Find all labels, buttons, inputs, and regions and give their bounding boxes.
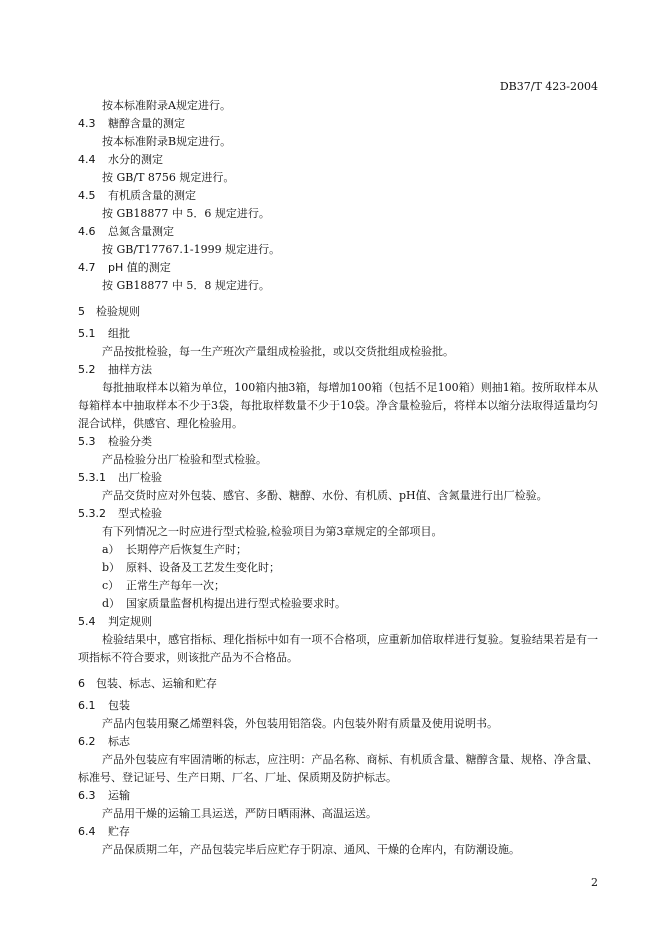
paragraph: 有下列情况之一时应进行型式检验,检验项目为第3章规定的全部项目。 [102, 525, 443, 538]
paragraph: 产品用干燥的运输工具运送，严防日晒雨淋、高温运送。 [102, 807, 377, 820]
chapter-heading-6 [78, 675, 598, 693]
section-title: 有机质含量的测定 [108, 189, 196, 202]
page-number: 2 [591, 876, 598, 889]
section-title: pH 值的测定 [108, 261, 171, 274]
list-item [78, 595, 598, 613]
section-title: 贮存 [108, 825, 130, 838]
section-number: 6.3 [78, 789, 96, 802]
section-title: 运输 [108, 789, 130, 802]
list-marker: c） [102, 579, 120, 592]
chapter-heading-5 [78, 303, 598, 321]
paragraph: 按 GB/T 8756 规定进行。 [102, 171, 235, 184]
section-heading-6-4 [78, 823, 598, 841]
section-heading-5-3 [78, 433, 598, 451]
paragraph: 产品外包装应有牢固清晰的标志，应注明：产品名称、商标、有机质含量、糖醇含量、规格、净含量、标准号、登记证号、生产日期、厂名、厂址、保质期及防护标志。 [78, 753, 598, 784]
section-number: 5.3 [78, 435, 96, 448]
list-marker: b） [102, 561, 121, 574]
paragraph: 产品保质期二年，产品包装完毕后应贮存于阴凉、通风、干燥的仓库内，有防潮设施。 [102, 843, 520, 856]
section-title: 总氮含量测定 [108, 225, 174, 238]
section-heading-4-5 [78, 187, 598, 205]
section-number: 4.5 [78, 189, 96, 202]
section-heading-6-2 [78, 733, 598, 751]
section-number: 5.3.2 [78, 507, 106, 520]
section-heading-4-6 [78, 223, 598, 241]
list-item-text: 原料、设备及工艺发生变化时； [126, 561, 280, 574]
section-heading-4-4 [78, 151, 598, 169]
document-number: DB37/T 423-2004 [499, 80, 598, 93]
paragraph: 按 GB18877 中 5．6 规定进行。 [102, 207, 270, 220]
chapter-number: 6 [78, 677, 85, 690]
paragraph: 产品检验分出厂检验和型式检验。 [102, 453, 267, 466]
section-title: 组批 [108, 327, 130, 340]
section-number: 5.1 [78, 327, 96, 340]
chapter-number: 5 [78, 305, 85, 318]
section-number: 6.1 [78, 699, 96, 712]
section-heading-5-1 [78, 325, 598, 343]
list-item [78, 577, 598, 595]
section-heading-6-1 [78, 697, 598, 715]
chapter-title: 检验规则 [96, 305, 140, 318]
paragraph: 产品按批检验，每一生产班次产量组成检验批，或以交货批组成检验批。 [102, 345, 454, 358]
list-item-text: 正常生产每年一次； [126, 579, 225, 592]
section-number: 4.7 [78, 261, 96, 274]
list-item-text: 国家质量监督机构提出进行型式检验要求时。 [126, 597, 346, 610]
section-heading-5-3-1 [78, 469, 598, 487]
section-heading-6-3 [78, 787, 598, 805]
list-item-text: 长期停产后恢复生产时； [126, 543, 247, 556]
paragraph: 按 GB/T17767.1-1999 规定进行。 [102, 243, 281, 256]
paragraph: 按本标准附录B规定进行。 [102, 135, 232, 148]
section-title: 包装 [108, 699, 130, 712]
section-number: 5.4 [78, 615, 96, 628]
section-heading-4-7 [78, 259, 598, 277]
list-marker: d） [102, 597, 121, 610]
paragraph: 产品内包装用聚乙烯塑料袋，外包装用铝箔袋。内包装外附有质量及使用说明书。 [102, 717, 498, 730]
section-title: 型式检验 [118, 507, 162, 520]
section-heading-4-3 [78, 115, 598, 133]
paragraph: 按本标准附录A规定进行。 [102, 99, 231, 112]
section-number: 5.3.1 [78, 471, 106, 484]
document-body [78, 97, 598, 859]
paragraph: 检验结果中，感官指标、理化指标中如有一项不合格项，应重新加倍取样进行复验。复验结果若是有一项指标不符合要求，则该批产品为不合格品。 [78, 633, 598, 664]
section-title: 标志 [108, 735, 130, 748]
section-heading-5-2 [78, 361, 598, 379]
section-title: 水分的测定 [108, 153, 163, 166]
section-title: 抽样方法 [108, 363, 152, 376]
section-title: 判定规则 [108, 615, 152, 628]
section-number: 4.4 [78, 153, 96, 166]
section-number: 6.2 [78, 735, 96, 748]
section-number: 6.4 [78, 825, 96, 838]
section-heading-5-3-2 [78, 505, 598, 523]
paragraph: 按 GB18877 中 5．8 规定进行。 [102, 279, 270, 292]
paragraph: 每批抽取样本以箱为单位，100箱内抽3箱，每增加100箱（包括不足100箱）则抽1箱。按所取样本从每箱样本中抽取样本不少于3袋，每批取样数量不少于10袋。净含量检验后，将样本以缩分法取得适量均匀混合试样，供感官、理化检验用。 [78, 381, 598, 430]
list-item [78, 541, 598, 559]
section-title: 出厂检验 [118, 471, 162, 484]
section-title: 检验分类 [108, 435, 152, 448]
paragraph: 产品交货时应对外包装、感官、多酚、糖醇、水份、有机质、pH值、含氮量进行出厂检验。 [102, 489, 548, 502]
list-marker: a） [102, 543, 120, 556]
list-item [78, 559, 598, 577]
chapter-title: 包装、标志、运输和贮存 [96, 677, 217, 690]
section-number: 5.2 [78, 363, 96, 376]
section-number: 4.3 [78, 117, 96, 130]
section-heading-5-4 [78, 613, 598, 631]
section-title: 糖醇含量的测定 [108, 117, 185, 130]
section-number: 4.6 [78, 225, 96, 238]
